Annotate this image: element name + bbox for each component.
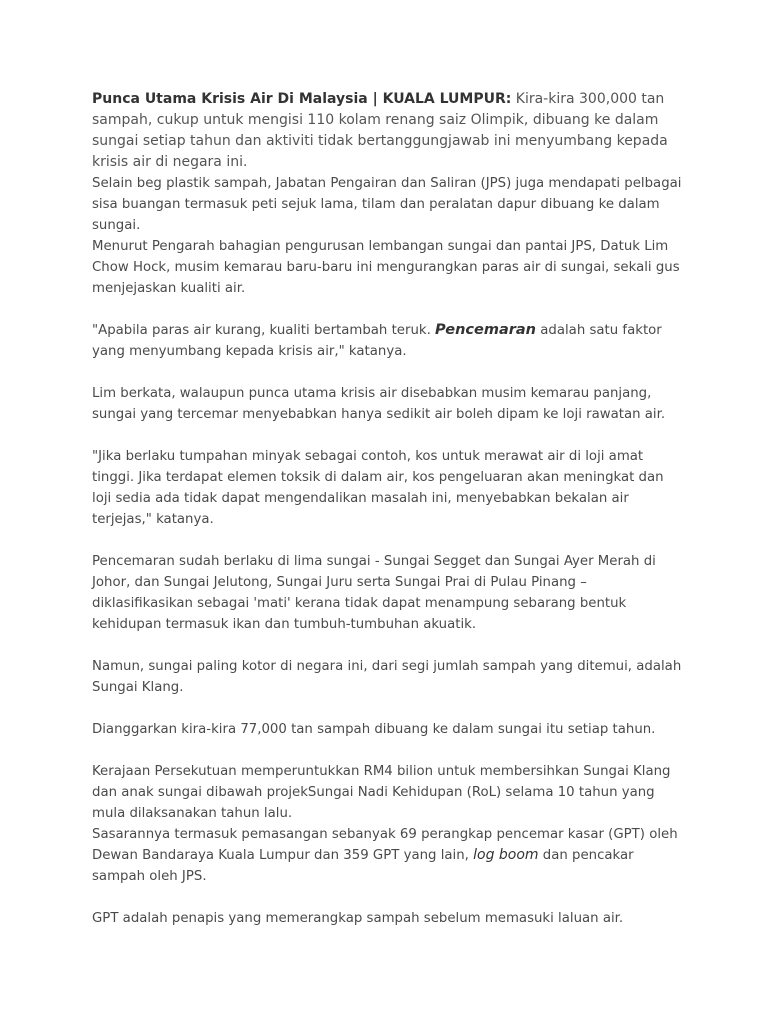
paragraph-text: Sasarannya termasuk pemasangan sebanyak 69 perangkap pencemar kasar (GPT) oleh Dewan Bandaraya Kuala Lumpur dan 359 GPT yang lain,	[92, 827, 678, 863]
italic-text: log boom	[473, 847, 539, 863]
article-paragraph-8: Namun, sungai paling kotor di negara ini, dari segi jumlah sampah yang ditemui, adalah Sungai Klang.	[92, 659, 682, 695]
quote-text: "Apabila paras air kurang, kualiti bertambah teruk.	[92, 323, 436, 338]
article-paragraph-10: Kerajaan Persekutuan memperuntukkan RM4 bilion untuk membersihkan Sungai Klang dan anak sungai dibawah projekSungai Nadi Kehidupan (RoL) selama 10 tahun yang mula dilaksanakan tahun lalu.	[92, 764, 671, 821]
emphasis-text: Pencemaran	[435, 322, 537, 338]
paragraph-spacer	[92, 698, 684, 719]
paragraph-spacer	[92, 299, 684, 320]
article-paragraph-6: "Jika berlaku tumpahan minyak sebagai contoh, kos untuk merawat air di loji amat tinggi. Jika terdapat elemen toksik di dalam air, kos pengeluaran akan meningkat dan loji sedia ada tidak dapat mengendalikan masalah ini, menyebabkan bekalan air terjejas," katanya.	[92, 449, 664, 527]
paragraph-spacer	[92, 530, 684, 551]
article-paragraph-1	[92, 89, 684, 173]
article-paragraph-5: Lim berkata, walaupun punca utama krisis air disebabkan musim kemarau panjang, sungai yang tercemar menyebabkan hanya sedikit air boleh dipam ke loji rawatan air.	[92, 386, 666, 422]
article-paragraph-12: GPT adalah penapis yang memerangkap sampah sebelum memasuki laluan air.	[92, 911, 624, 926]
paragraph-text-end: dan pencakar sampah oleh JPS.	[92, 848, 634, 884]
paragraph-spacer	[92, 887, 684, 908]
paragraph-spacer	[92, 362, 684, 383]
article-body	[92, 89, 684, 929]
paragraph-spacer	[92, 425, 684, 446]
article-paragraph-11	[92, 824, 684, 887]
quote-text-end: adalah satu faktor yang menyumbang kepada krisis air," katanya.	[92, 323, 662, 359]
article-paragraph-2: Selain beg plastik sampah, Jabatan Pengairan dan Saliran (JPS) juga mendapati pelbagai sisa buangan termasuk peti sejuk lama, tilam dan peralatan dapur dibuang ke dalam sungai.	[92, 176, 682, 233]
paragraph-spacer	[92, 740, 684, 761]
article-paragraph-7: Pencemaran sudah berlaku di lima sungai - Sungai Segget dan Sungai Ayer Merah di Johor, dan Sungai Jelutong, Sungai Juru serta Sungai Prai di Pulau Pinang – diklasifikasikan sebagai 'mati' kerana tidak dapat menampung sebarang bentuk kehidupan termasuk ikan dan tumbuh-tumbuhan akuatik.	[92, 554, 656, 632]
article-paragraph-3: Menurut Pengarah bahagian pengurusan lembangan sungai dan pantai JPS, Datuk Lim Chow Hock, musim kemarau baru-baru ini mengurangkan paras air di sungai, sekali gus menjejaskan kualiti air.	[92, 239, 680, 296]
paragraph-text: Kira-kira 300,000 tan sampah, cukup untuk mengisi 110 kolam renang saiz Olimpik, dibuang ke dalam sungai setiap tahun dan aktiviti tidak bertanggungjawab ini menyumbang kepada krisis air di negara ini.	[92, 91, 668, 170]
article-paragraph-4	[92, 320, 684, 362]
paragraph-spacer	[92, 635, 684, 656]
article-headline: Punca Utama Krisis Air Di Malaysia | KUALA LUMPUR:	[92, 91, 512, 107]
article-paragraph-9: Dianggarkan kira-kira 77,000 tan sampah dibuang ke dalam sungai itu setiap tahun.	[92, 722, 656, 737]
